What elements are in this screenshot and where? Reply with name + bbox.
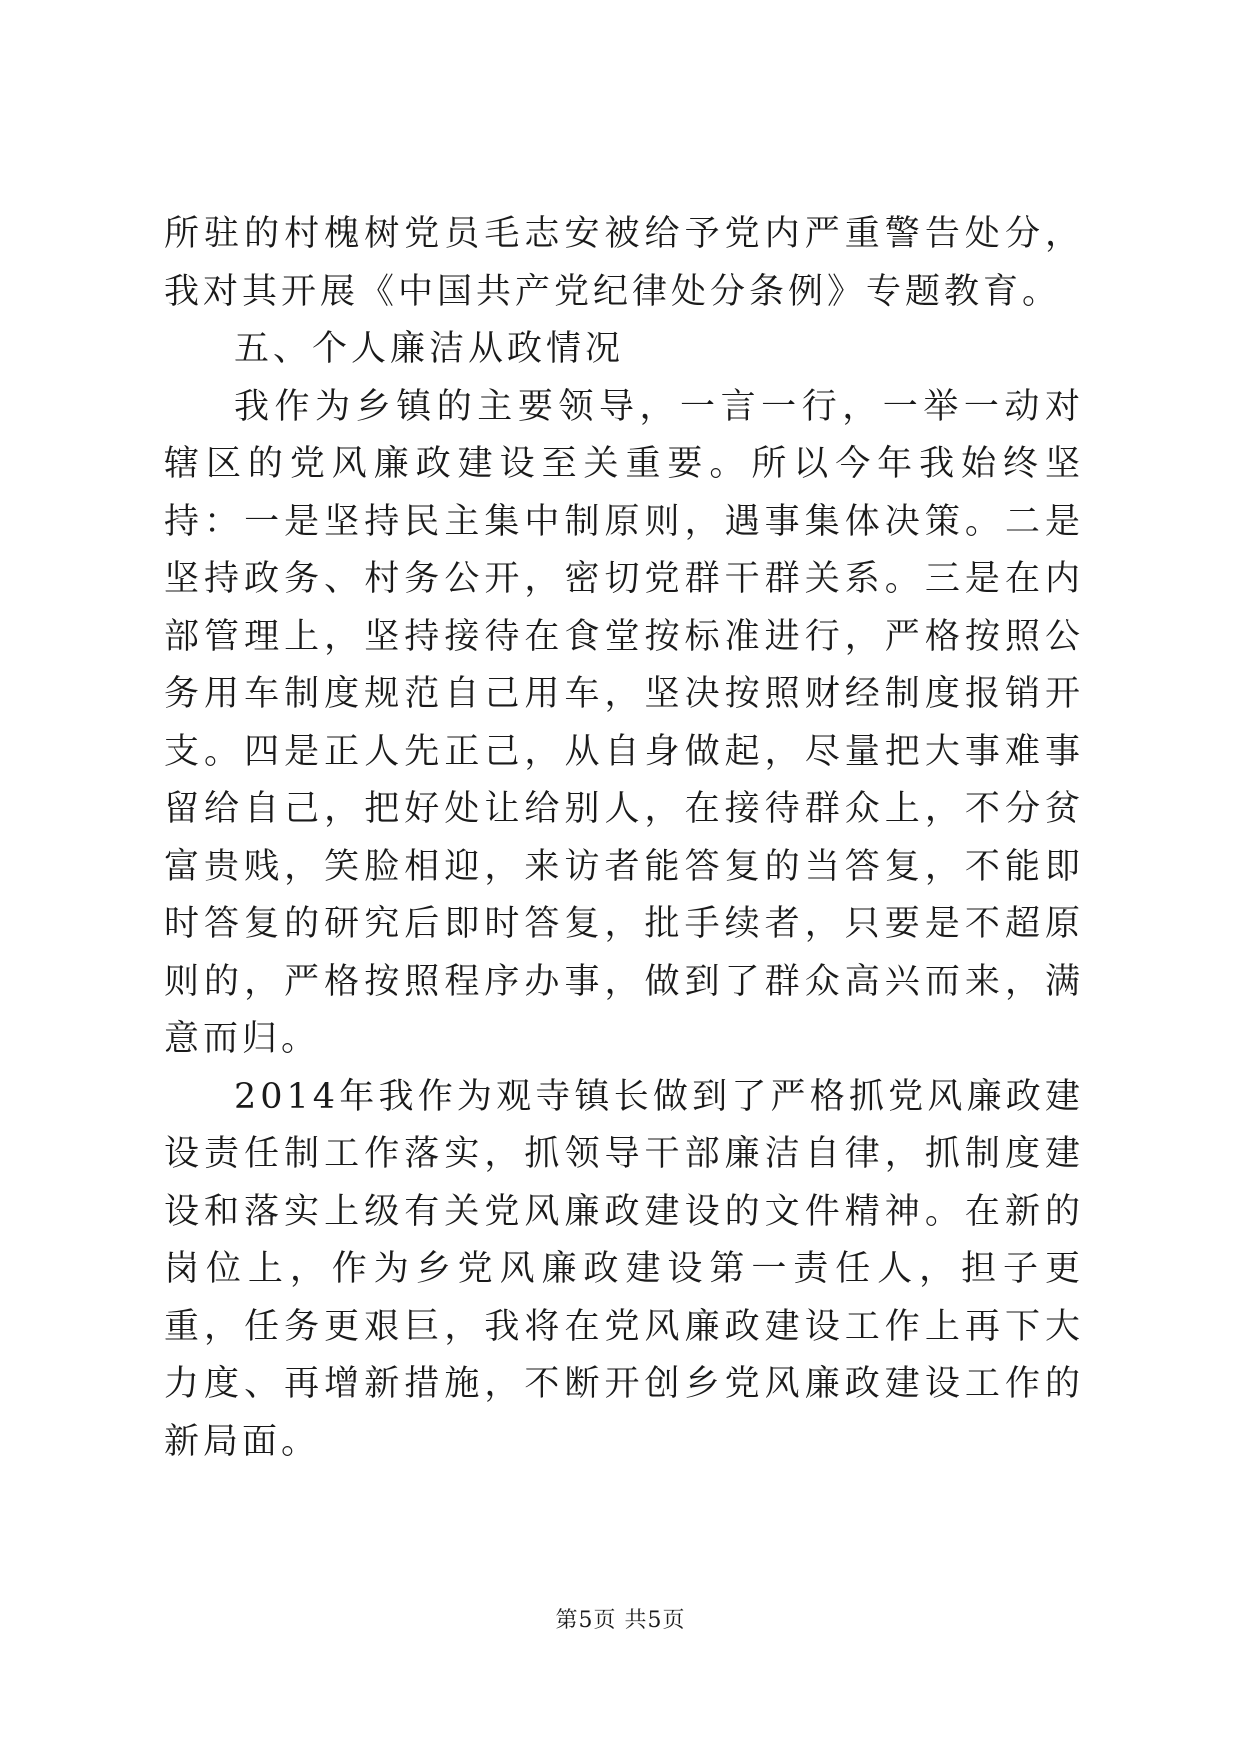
paragraph-continued: 所驻的村槐树党员毛志安被给予党内严重警告处分，我对其开展《中国共产党纪律处分条例》专题教育。 xyxy=(164,214,1084,312)
section-heading: 五、个人廉洁从政情况 xyxy=(234,329,625,369)
paragraph-conclusion: 2014年我作为观寺镇长做到了严格抓党风廉政建设责任制工作落实，抓领导干部廉洁自律，抓制度建设和落实上级有关党风廉政建设的文件精神。在新的岗位上，作为乡党风廉政建设第一责任人，担子更重，任务更艰巨，我将在党风廉政建设工作上再下大力度、再增新措施，不断开创乡党风廉政建设工作的新局面。 xyxy=(164,1076,1084,1462)
paragraph-personal-integrity: 我作为乡镇的主要领导，一言一行，一举一动对辖区的党风廉政建设至关重要。所以今年我始终坚持：一是坚持民主集中制原则，遇事集体决策。二是坚持政务、村务公开，密切党群干群关系。三是在内部管理上，坚持接待在食堂按标准进行，严格按照公务用车制度规范自己用车，坚决按照财经制度报销开支。四是正人先正己，从自身做起，尽量把大事难事留给自己，把好处让给别人，在接待群众上，不分贫富贵贱，笑脸相迎，来访者能答复的当答复，不能即时答复的研究后即时答复，批手续者，只要是不超原则的，严格按照程序办事，做到了群众高兴而来，满意而归。 xyxy=(164,386,1084,1059)
document-body xyxy=(164,206,1084,1471)
page-number-footer: 第5页 共5页 xyxy=(555,1608,686,1633)
